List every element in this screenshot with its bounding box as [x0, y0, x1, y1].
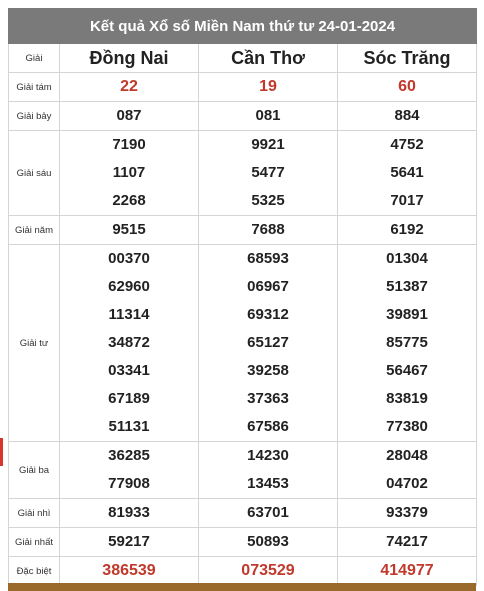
- prize-number: 67586: [247, 418, 289, 435]
- prize-number: 50893: [247, 533, 289, 550]
- title-row: [9, 9, 477, 44]
- prize-number: 04702: [386, 475, 428, 492]
- prize-label: Giải sáu: [9, 131, 60, 216]
- prize-number: 7017: [390, 192, 424, 209]
- prize-number: 85775: [386, 334, 428, 351]
- prize-cell: [199, 499, 338, 528]
- prize-cell: [338, 131, 477, 216]
- prize-number: 22: [120, 78, 138, 95]
- prize-number: 9515: [112, 221, 146, 238]
- prize-number: 884: [394, 107, 420, 124]
- prize-number: 5641: [390, 164, 424, 181]
- prize-number: 19: [259, 78, 277, 95]
- prize-row-giai-sau: [9, 131, 477, 216]
- prize-number: 63701: [247, 504, 289, 521]
- prize-cell: [199, 216, 338, 245]
- results-title: Kết quả Xổ số Miền Nam thứ tư 24-01-2024: [9, 9, 477, 44]
- prize-cell: [60, 216, 199, 245]
- prize-number: 39258: [247, 362, 289, 379]
- prize-row-giai-nhat: [9, 528, 477, 557]
- prize-number: 34872: [108, 334, 150, 351]
- prize-cell: [60, 102, 199, 131]
- prize-number: 83819: [386, 390, 428, 407]
- province-header-row: [9, 44, 477, 73]
- prize-number: 68593: [247, 250, 289, 267]
- prize-number: 087: [116, 107, 142, 124]
- prize-row-giai-tam: [9, 73, 477, 102]
- prize-cell: [338, 245, 477, 442]
- prize-label: Giải năm: [9, 216, 60, 245]
- prize-label: Giải nhất: [9, 528, 60, 557]
- prize-cell: [199, 73, 338, 102]
- prize-number: 14230: [247, 447, 289, 464]
- prize-cell: [60, 499, 199, 528]
- prize-label: Giải nhì: [9, 499, 60, 528]
- province-can-tho[interactable]: Cần Thơ: [199, 44, 338, 73]
- prize-number: 81933: [108, 504, 150, 521]
- prize-cell: [199, 102, 338, 131]
- prize-number: 2268: [112, 192, 146, 209]
- prize-cell: [60, 245, 199, 442]
- prize-number: 28048: [386, 447, 428, 464]
- prize-number: 6192: [390, 221, 424, 238]
- prize-number: 37363: [247, 390, 289, 407]
- prize-number: 36285: [108, 447, 150, 464]
- prize-number: 59217: [108, 533, 150, 550]
- prize-number: 51387: [386, 278, 428, 295]
- prize-cell: [338, 442, 477, 499]
- prize-number: 39891: [386, 306, 428, 323]
- prize-number: 67189: [108, 390, 150, 407]
- prize-cell: [338, 73, 477, 102]
- jackpot-number: 386539: [102, 562, 156, 579]
- prize-number: 081: [255, 107, 281, 124]
- prize-row-giai-nam: [9, 216, 477, 245]
- prize-cell: [199, 131, 338, 216]
- prize-cell: [338, 102, 477, 131]
- prize-number: 5325: [251, 192, 285, 209]
- prize-cell: [60, 131, 199, 216]
- prize-row-giai-ba: [9, 442, 477, 499]
- prize-number: 69312: [247, 306, 289, 323]
- prize-number: 56467: [386, 362, 428, 379]
- jackpot-number: 073529: [241, 562, 295, 579]
- prize-cell: [338, 499, 477, 528]
- prize-number: 74217: [386, 533, 428, 550]
- prize-label: Giải ba: [9, 442, 60, 499]
- prize-cell: [338, 528, 477, 557]
- prize-cell: [199, 442, 338, 499]
- side-tab-marker: [0, 438, 3, 466]
- prize-number: 13453: [247, 475, 289, 492]
- footer-bar: [8, 583, 476, 591]
- prize-number: 77380: [386, 418, 428, 435]
- prize-column-header: Giải: [9, 44, 60, 73]
- prize-number: 65127: [247, 334, 289, 351]
- prize-number: 93379: [386, 504, 428, 521]
- prize-number: 7190: [112, 136, 146, 153]
- prize-number: 00370: [108, 250, 150, 267]
- prize-cell: [60, 557, 199, 586]
- prize-label: Giải tư: [9, 245, 60, 442]
- prize-number: 03341: [108, 362, 150, 379]
- prize-cell: [338, 216, 477, 245]
- prize-number: 06967: [247, 278, 289, 295]
- prize-row-giai-bay: [9, 102, 477, 131]
- prize-label: Giải bảy: [9, 102, 60, 131]
- prize-row-giai-nhi: [9, 499, 477, 528]
- results-table: [8, 8, 477, 586]
- prize-number: 4752: [390, 136, 424, 153]
- prize-cell: [60, 528, 199, 557]
- prize-row-giai-tu: [9, 245, 477, 442]
- prize-number: 62960: [108, 278, 150, 295]
- prize-cell: [199, 528, 338, 557]
- prize-cell: [60, 442, 199, 499]
- prize-number: 5477: [251, 164, 285, 181]
- province-dong-nai[interactable]: Đồng Nai: [60, 44, 199, 73]
- top-decoration: [0, 0, 484, 6]
- prize-number: 1107: [112, 164, 146, 181]
- prize-label: Đặc biệt: [9, 557, 60, 586]
- prize-cell: [338, 557, 477, 586]
- prize-number: 60: [398, 78, 416, 95]
- prize-number: 51131: [108, 418, 150, 435]
- prize-cell: [199, 557, 338, 586]
- prize-cell: [199, 245, 338, 442]
- prize-number: 11314: [108, 306, 150, 323]
- prize-number: 7688: [251, 221, 285, 238]
- prize-number: 9921: [251, 136, 285, 153]
- jackpot-number: 414977: [380, 562, 434, 579]
- prize-cell: [60, 73, 199, 102]
- prize-number: 01304: [386, 250, 428, 267]
- prize-number: 77908: [108, 475, 150, 492]
- prize-row-dac-biet: [9, 557, 477, 586]
- prize-label: Giải tám: [9, 73, 60, 102]
- province-soc-trang[interactable]: Sóc Trăng: [338, 44, 477, 73]
